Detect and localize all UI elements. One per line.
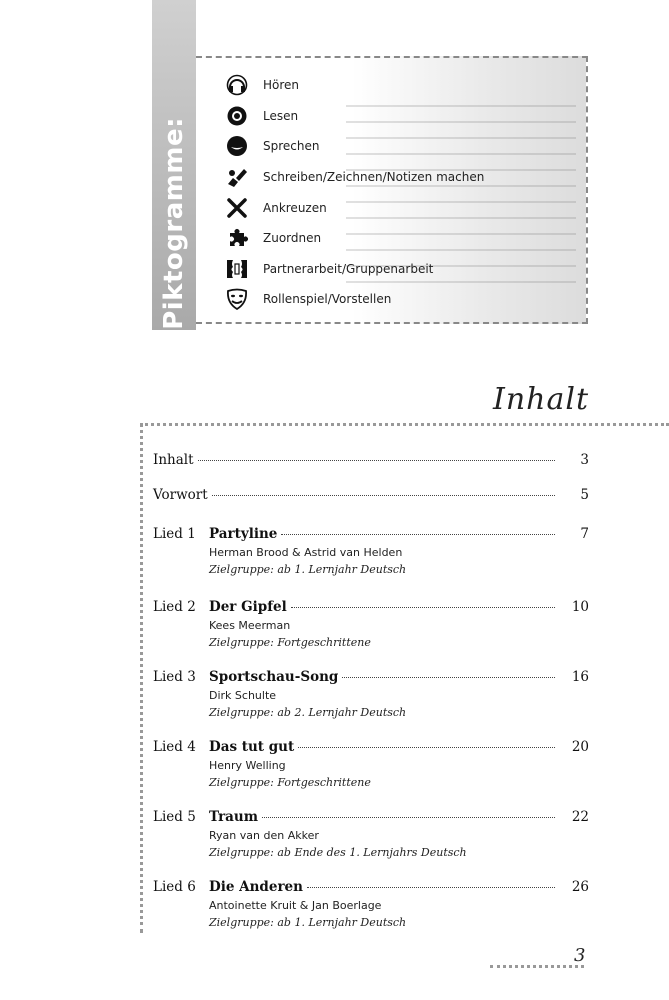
toc-target-group: Zielgruppe: ab 1. Lernjahr Deutsch: [209, 563, 407, 576]
pictogram-label: Schreiben/Zeichnen/Notizen machen: [263, 170, 485, 185]
toc-target-group: Zielgruppe: ab 1. Lernjahr Deutsch: [209, 916, 407, 929]
toc-title: Die Anderen: [209, 879, 303, 895]
toc-title: Vorwort: [153, 487, 208, 503]
mouth-icon: [226, 135, 248, 157]
toc-title: Sportschau-Song: [209, 669, 339, 685]
dotted-rule-bottom: [490, 965, 584, 968]
pictogram-label: Zuordnen: [263, 231, 322, 246]
toc-song-number: Lied 6: [153, 879, 196, 895]
puzzle-icon: [226, 227, 248, 249]
toc-entry-vorwort[interactable]: [153, 487, 589, 503]
pictogram-label: Ankreuzen: [263, 200, 327, 215]
toc-entry-lied-5[interactable]: [153, 809, 589, 859]
toc-page-number: 20: [571, 739, 589, 755]
toc-leader-dots: [262, 817, 555, 818]
pictogram-item-zuordnen: [226, 223, 484, 254]
toc-artist: Kees Meerman: [209, 619, 291, 632]
cross-icon: [226, 197, 248, 219]
dotted-rule-top: [140, 423, 669, 426]
toc-target-group: Zielgruppe: ab Ende des 1. Lernjahrs Deutsch: [209, 846, 467, 859]
toc-artist: Antoinette Kruit & Jan Boerlage: [209, 899, 382, 912]
toc-page-number: 26: [571, 879, 589, 895]
pictogram-item-partnerarbeit: [226, 254, 484, 285]
eye-icon: [226, 105, 248, 127]
toc-title: Partyline: [209, 526, 278, 542]
toc-target-group: Zielgruppe: ab 2. Lernjahr Deutsch: [209, 706, 407, 719]
pen-hand-icon: [226, 166, 248, 188]
toc-entry-lied-1[interactable]: [153, 526, 589, 576]
pictogram-item-rollenspiel: [226, 284, 484, 315]
pictogram-item-lesen: [226, 101, 484, 132]
toc-page-number: 7: [580, 526, 589, 542]
toc-song-number: Lied 4: [153, 739, 196, 755]
toc-page-number: 5: [580, 487, 589, 503]
toc-page-number: 10: [571, 599, 589, 615]
toc-song-number: Lied 5: [153, 809, 196, 825]
pictogram-item-ankreuzen: [226, 192, 484, 223]
pictogram-title-text: Piktogramme:: [159, 117, 189, 330]
toc-song-number: Lied 3: [153, 669, 196, 685]
pictogram-label: Rollenspiel/Vorstellen: [263, 292, 392, 307]
toc-entry-lied-6[interactable]: [153, 879, 589, 929]
theater-mask-icon: [226, 288, 248, 310]
toc-leader-dots: [291, 607, 555, 608]
pictogram-item-schreiben: [226, 162, 484, 193]
toc-song-number: Lied 1: [153, 526, 196, 542]
toc-leader-dots: [298, 747, 555, 748]
toc-entry-lied-2[interactable]: [153, 599, 589, 649]
pictogram-item-hoeren: [226, 70, 484, 101]
pictogram-label: Sprechen: [263, 139, 320, 154]
toc-artist: Ryan van den Akker: [209, 829, 319, 842]
toc-leader-dots: [342, 677, 555, 678]
toc-title: Der Gipfel: [209, 599, 287, 615]
page-number: 3: [574, 945, 586, 966]
toc-leader-dots: [212, 495, 555, 496]
toc-title: Das tut gut: [209, 739, 295, 755]
toc-title: Traum: [209, 809, 259, 825]
headphone-icon: [226, 74, 248, 96]
toc-page-number: 16: [571, 669, 589, 685]
pictogram-legend-box: [196, 56, 588, 324]
pictogram-label: Hören: [263, 78, 300, 93]
toc-entry-lied-3[interactable]: [153, 669, 589, 719]
toc-target-group: Zielgruppe: Fortgeschrittene: [209, 636, 371, 649]
dotted-rule-left: [140, 423, 143, 933]
toc-leader-dots: [198, 460, 555, 461]
pictogram-list: [226, 70, 484, 315]
toc-leader-dots: [307, 887, 555, 888]
toc-title: Inhalt: [153, 452, 194, 468]
pair-faces-icon: [226, 258, 248, 280]
toc-artist: Henry Welling: [209, 759, 286, 772]
pictogram-label: Lesen: [263, 108, 299, 123]
pictogram-title: [152, 0, 196, 330]
toc-target-group: Zielgruppe: Fortgeschrittene: [209, 776, 371, 789]
toc-entry-inhalt[interactable]: [153, 452, 589, 468]
pictogram-label: Partnerarbeit/Gruppenarbeit: [263, 261, 434, 276]
contents-heading: Inhalt: [492, 382, 589, 417]
toc-artist: Herman Brood & Astrid van Helden: [209, 546, 403, 559]
toc-song-number: Lied 2: [153, 599, 196, 615]
toc-artist: Dirk Schulte: [209, 689, 277, 702]
toc-entry-lied-4[interactable]: [153, 739, 589, 789]
pictogram-item-sprechen: [226, 131, 484, 162]
toc-page-number: 22: [571, 809, 589, 825]
toc-page-number: 3: [580, 452, 589, 468]
toc-leader-dots: [281, 534, 555, 535]
